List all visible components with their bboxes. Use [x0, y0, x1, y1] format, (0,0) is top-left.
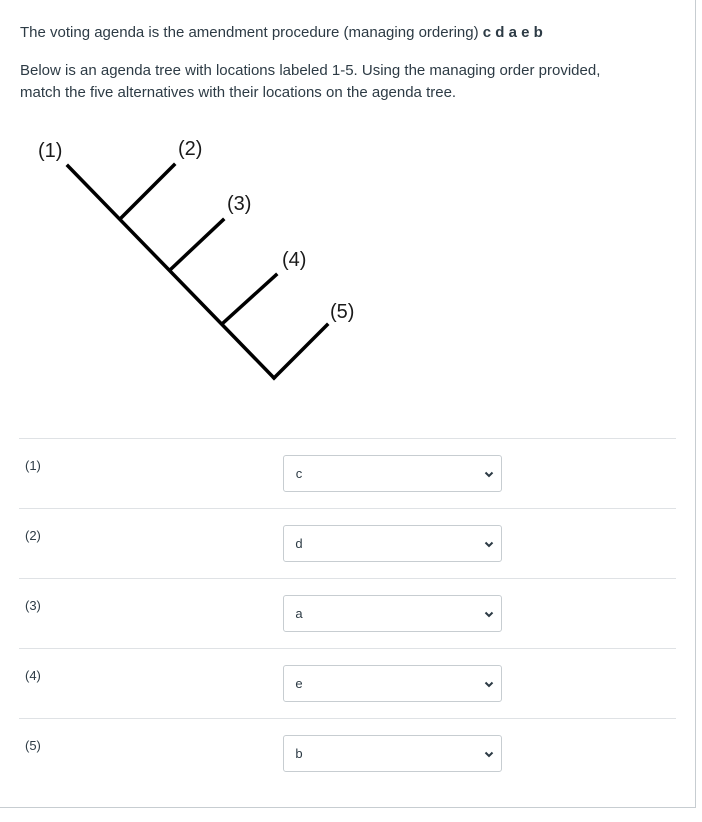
- tree-branch-5: [274, 325, 327, 378]
- tree-branch-3: [171, 220, 223, 269]
- chevron-down-icon: [483, 748, 495, 760]
- tree-branch-2: [122, 165, 174, 217]
- tree-label-3: (3): [227, 193, 252, 215]
- selected-value: c: [295, 466, 303, 481]
- match-label: (2): [25, 528, 41, 543]
- question-agenda-text: The voting agenda is the amendment procedure (managing ordering): [20, 24, 483, 41]
- location-5-select[interactable]: [283, 735, 502, 772]
- match-label: (3): [25, 598, 41, 613]
- match-row-5: [19, 718, 676, 788]
- match-row-2: [19, 508, 676, 578]
- chevron-down-icon: [483, 468, 495, 480]
- match-label: (1): [25, 458, 41, 473]
- chevron-down-icon: [483, 608, 495, 620]
- match-label: (4): [25, 668, 41, 683]
- match-label: (5): [25, 738, 41, 753]
- instructions-line-2: match the five alternatives with their locations on the agenda tree.: [20, 84, 457, 101]
- match-row-1: [19, 438, 676, 508]
- match-row-4: [19, 648, 676, 718]
- chevron-down-icon: [483, 678, 495, 690]
- chevron-down-icon: [483, 538, 495, 550]
- selected-value: b: [295, 746, 303, 761]
- match-row-3: [19, 578, 676, 648]
- tree-label-1: (1): [38, 140, 63, 162]
- selected-value: e: [295, 676, 303, 691]
- location-2-select[interactable]: [283, 525, 502, 562]
- selected-value: d: [295, 536, 303, 551]
- location-1-select[interactable]: [283, 455, 502, 492]
- tree-label-4: (4): [282, 249, 307, 271]
- agenda-order: c d a e b: [482, 24, 543, 41]
- agenda-tree: [0, 0, 702, 400]
- instructions-line-1: Below is an agenda tree with locations labeled 1-5. Using the managing order provided,: [20, 62, 601, 79]
- location-3-select[interactable]: [283, 595, 502, 632]
- tree-branch-4: [223, 275, 276, 323]
- location-4-select[interactable]: [283, 665, 502, 702]
- selected-value: a: [295, 606, 303, 621]
- tree-label-2: (2): [178, 138, 203, 160]
- tree-label-5: (5): [330, 301, 355, 323]
